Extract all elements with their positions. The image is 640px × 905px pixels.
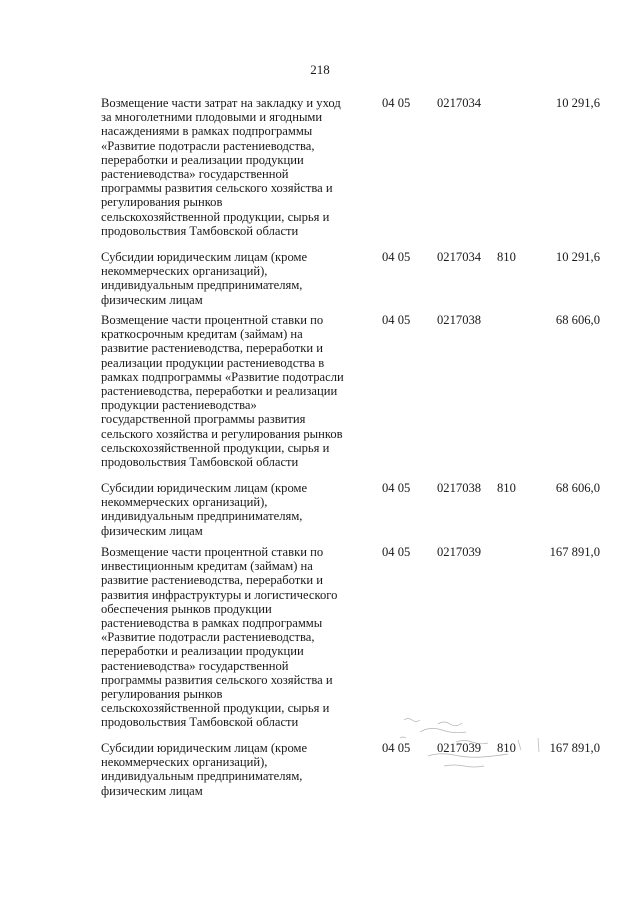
row-description: Субсидии юридическим лицам (кроме некоммерческих организаций), индивидуальным предпринимателям, физическим лицам	[101, 481, 308, 538]
row-amount: 10 291,6	[555, 96, 600, 110]
row-target-article: 0217038	[437, 481, 482, 495]
row-target-article: 0217039	[437, 741, 482, 755]
row-description: Субсидии юридическим лицам (кроме некоммерческих организаций), индивидуальным предпринимателям, физическим лицам	[101, 250, 308, 307]
row-amount: 68 606,0	[555, 313, 600, 327]
row-amount: 10 291,6	[555, 250, 600, 264]
row-section-code: 04 05	[382, 96, 411, 110]
row-description: Возмещение части процентной ставки по краткосрочным кредитам (займам) на развитие растениеводства, переработки и реализации продукции растениеводства в рамках подпрограммы «Развитие подотрасли растениеводства, переработки и реализации продукции растениеводства» государственной программы развития сельского хозяйства и регулирования рынков сельскохозяйственной продукции, сырья и продовольствия Тамбовской области	[101, 313, 344, 470]
row-section-code: 04 05	[382, 481, 411, 495]
row-description: Субсидии юридическим лицам (кроме некоммерческих организаций), индивидуальным предпринимателям, физическим лицам	[101, 741, 308, 798]
row-description: Возмещение части затрат на закладку и уход за многолетними плодовыми и ягодными насаждениями в рамках подпрограммы «Развитие подотрасли растениеводства, переработки и реализации продукции растениеводства» государственной программы развития сельского хозяйства и регулирования рынков сельскохозяйственной продукции, сырья и продовольствия Тамбовской области	[101, 96, 341, 238]
page-number: 218	[310, 62, 330, 77]
row-amount: 68 606,0	[555, 481, 600, 495]
row-expense-type: 810	[497, 741, 516, 755]
row-target-article: 0217034	[437, 96, 482, 110]
row-section-code: 04 05	[382, 545, 411, 559]
row-description: Возмещение части процентной ставки по инвестиционным кредитам (займам) на развитие растениеводства, переработки и развития инфраструктуры и логистического обеспечения рынков продукции растениеводства в рамках подпрограммы «Развитие подотрасли растениеводства, переработки и реализации продукции растениеводства» государственной программы развития сельского хозяйства и регулирования рынков сельскохозяйственной продукции, сырья и продовольствия Тамбовской области	[101, 545, 338, 730]
row-expense-type: 810	[497, 250, 516, 264]
row-target-article: 0217039	[437, 545, 482, 559]
row-target-article: 0217034	[437, 250, 482, 264]
row-section-code: 04 05	[382, 250, 411, 264]
row-section-code: 04 05	[382, 313, 411, 327]
row-amount: 167 891,0	[549, 741, 600, 755]
row-expense-type: 810	[497, 481, 516, 495]
row-target-article: 0217038	[437, 313, 482, 327]
row-section-code: 04 05	[382, 741, 411, 755]
faint-stamp-marks	[398, 712, 548, 782]
row-amount: 167 891,0	[549, 545, 600, 559]
